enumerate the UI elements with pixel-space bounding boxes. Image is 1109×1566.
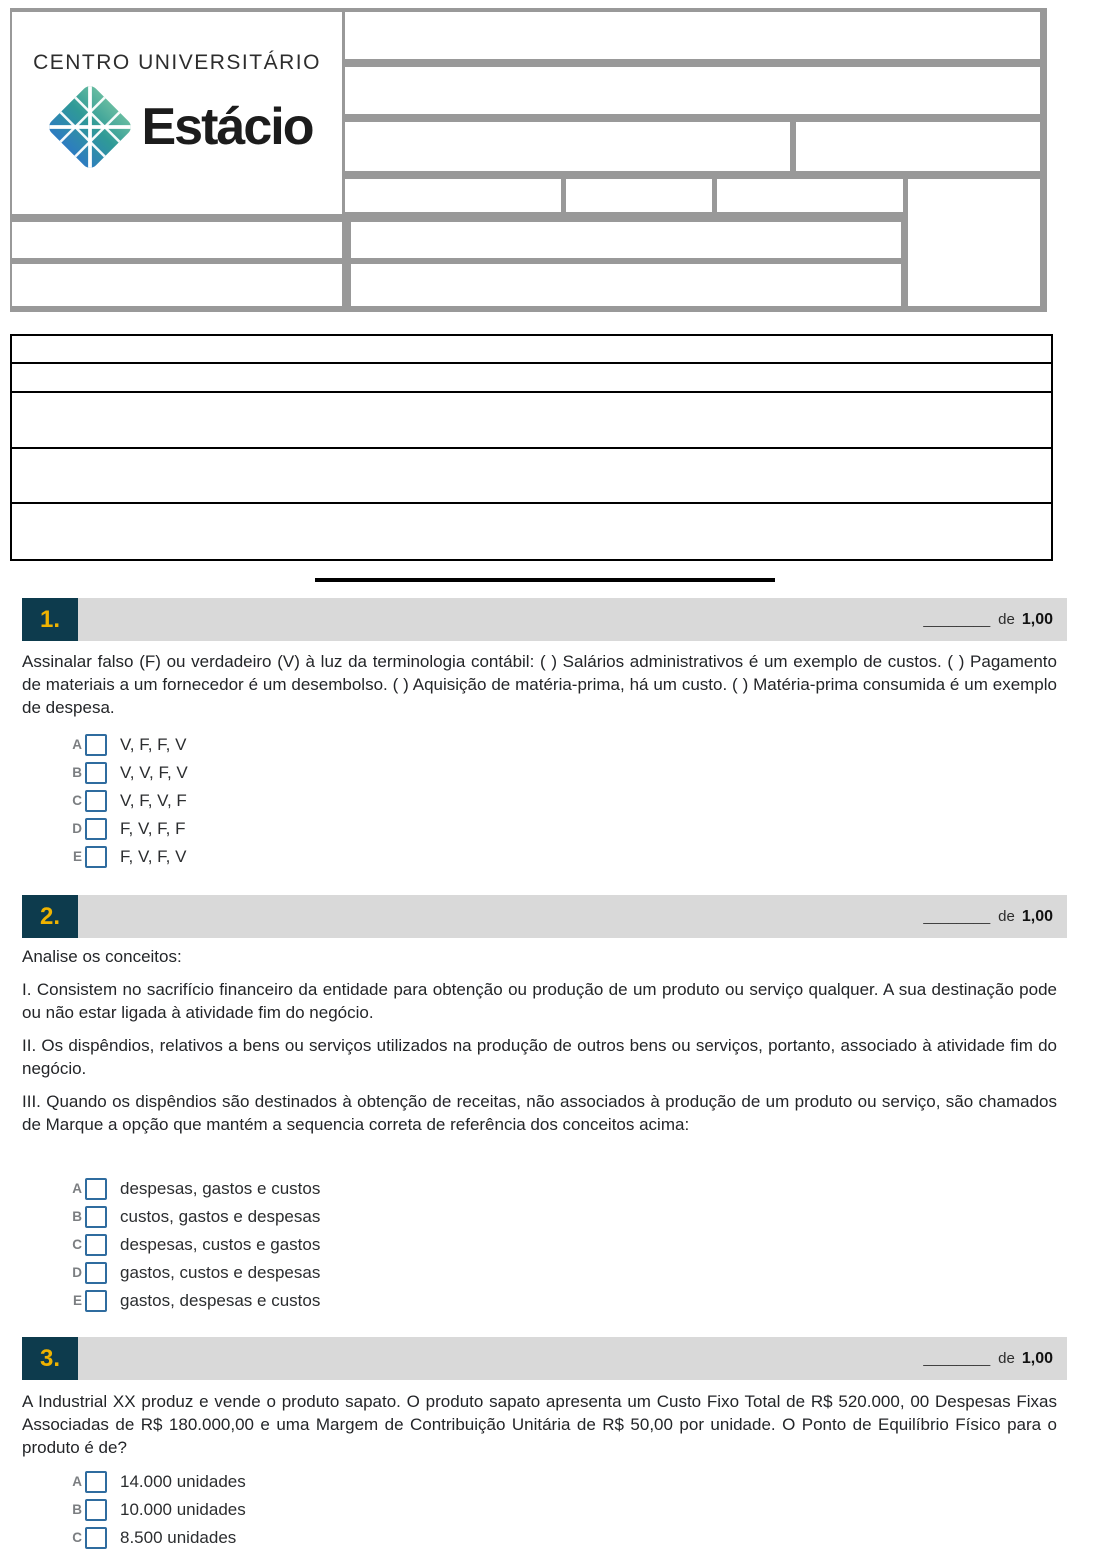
option-row [68, 1234, 1057, 1255]
question-paragraph: Assinalar falso (F) ou verdadeiro (V) à luz da terminologia contábil: ( ) Salários administrativos é um exemplo de custos. ( ) Pagamento de materiais a um fornecedor é um desembolso. ( ) Aquisição de matéria-prima, há um custo. ( ) Matéria-prima consumida é um exemplo de despesa. [22, 652, 1057, 717]
form-field-row6-mid [351, 264, 901, 306]
form-field-tall-right [908, 179, 1040, 306]
option-letter: B [72, 765, 82, 780]
option-letter: D [72, 821, 82, 836]
question-1-text [22, 650, 1057, 729]
option-letter: B [72, 1502, 82, 1517]
estacio-diamond-icon [42, 79, 138, 175]
score-points: 1,00 [1021, 907, 1053, 925]
option-letter: A [72, 737, 82, 752]
question-1-header [22, 598, 1067, 641]
score-of-label: de [998, 1350, 1015, 1367]
option-checkbox[interactable] [85, 846, 107, 868]
score-blank-line: ________ [923, 908, 991, 925]
info-table-row [12, 391, 1051, 447]
info-table-row [12, 362, 1051, 391]
logo-brand-text: Estácio [141, 98, 313, 156]
question-3-number-badge: 3. [22, 1337, 78, 1380]
form-field-row2 [345, 67, 1040, 114]
option-label: V, V, F, V [120, 762, 188, 782]
option-row [68, 734, 1057, 755]
option-checkbox[interactable] [85, 1290, 107, 1312]
option-label: custos, gastos e despesas [120, 1206, 321, 1226]
question-paragraph: III. Quando os dispêndios são destinados à obtenção de receitas, não associados à produção de um produto ou serviço, são chamados de Marque a opção que mantém a sequencia correta de referência dos conceitos acima: [22, 1092, 1057, 1134]
form-field-row4-b [566, 179, 712, 212]
question-2-number-badge: 2. [22, 895, 78, 938]
option-checkbox[interactable] [85, 1471, 107, 1493]
info-table [10, 334, 1053, 561]
info-table-row [12, 447, 1051, 502]
option-letter: C [72, 1237, 82, 1252]
score-blank-line: ________ [923, 1350, 991, 1367]
option-row [68, 846, 1057, 867]
option-checkbox[interactable] [85, 734, 107, 756]
option-label: gastos, custos e despesas [120, 1262, 321, 1282]
option-label: F, V, F, V [120, 846, 187, 866]
question-2-text [22, 945, 1057, 1146]
form-field-row3-right [796, 122, 1040, 171]
logo-box [12, 12, 342, 214]
question-paragraph: I. Consistem no sacrifício financeiro da entidade para obtenção ou produção de um produto ou serviço qualquer. A sua destinação pode ou não estar ligada à atividade fim do negócio. [22, 980, 1057, 1022]
exam-header-form [10, 8, 1047, 312]
form-field-row5-mid [351, 222, 901, 258]
option-row [68, 1206, 1057, 1227]
option-row [68, 1290, 1057, 1311]
question-paragraph: A Industrial XX produz e vende o produto sapato. O produto sapato apresenta um Custo Fixo Total de R$ 520.000, 00 Despesas Fixas Associadas de R$ 180.000,00 e uma Margem de Contribuição Unitária de R$ 50,00 por unidade. O Ponto de Equilíbrio Físico para o produto é de? [22, 1392, 1057, 1457]
option-checkbox[interactable] [85, 818, 107, 840]
info-table-row [12, 502, 1051, 559]
score-of-label: de [998, 908, 1015, 925]
option-label: V, F, F, V [120, 734, 187, 754]
option-label: 8.500 unidades [120, 1527, 237, 1547]
option-label: V, F, V, F [120, 790, 187, 810]
option-checkbox[interactable] [85, 1234, 107, 1256]
option-label: gastos, despesas e custos [120, 1290, 321, 1310]
question-2-options [22, 1178, 1057, 1318]
score-blank-line: ________ [923, 611, 991, 628]
form-field-row1 [345, 12, 1040, 59]
option-letter: C [72, 793, 82, 808]
option-label: F, V, F, F [120, 818, 186, 838]
form-field-row6-left [12, 264, 342, 306]
question-paragraph: II. Os dispêndios, relativos a bens ou serviços utilizados na produção de outros bens ou serviços, portanto, associado à atividade fim do negócio. [22, 1036, 1057, 1078]
option-letter: B [72, 1209, 82, 1224]
option-row [68, 1178, 1057, 1199]
question-3-header [22, 1337, 1067, 1380]
option-letter: D [72, 1265, 82, 1280]
option-label: despesas, custos e gastos [120, 1234, 321, 1254]
option-checkbox[interactable] [85, 1527, 107, 1549]
option-row [68, 1262, 1057, 1283]
form-field-row4-c [717, 179, 903, 212]
option-letter: C [72, 1530, 82, 1545]
question-paragraph: Analise os conceitos: [22, 947, 182, 966]
option-checkbox[interactable] [85, 1499, 107, 1521]
info-table-row [12, 336, 1051, 362]
option-row [68, 762, 1057, 783]
question-3-text [22, 1390, 1057, 1469]
option-row [68, 1527, 1057, 1548]
option-checkbox[interactable] [85, 1262, 107, 1284]
score-points: 1,00 [1021, 1349, 1053, 1367]
question-3-score [923, 1337, 1053, 1380]
option-label: 14.000 unidades [120, 1471, 246, 1491]
option-row [68, 790, 1057, 811]
divider-line [315, 578, 775, 582]
question-1-score [923, 598, 1053, 641]
logo-institution-text: CENTRO UNIVERSITÁRIO [33, 51, 321, 74]
form-field-row3-left [345, 122, 790, 171]
option-checkbox[interactable] [85, 1206, 107, 1228]
option-checkbox[interactable] [85, 1178, 107, 1200]
score-of-label: de [998, 611, 1015, 628]
form-field-row5-left [12, 222, 342, 258]
question-3-options [22, 1471, 1057, 1555]
option-checkbox[interactable] [85, 762, 107, 784]
option-row [68, 1499, 1057, 1520]
option-letter: E [72, 849, 82, 864]
option-label: despesas, gastos e custos [120, 1178, 321, 1198]
option-letter: A [72, 1181, 82, 1196]
option-row [68, 818, 1057, 839]
question-2-score [923, 895, 1053, 938]
question-1-number-badge: 1. [22, 598, 78, 641]
score-points: 1,00 [1021, 610, 1053, 628]
form-field-row4-a [345, 179, 561, 212]
option-letter: A [72, 1474, 82, 1489]
option-letter: E [72, 1293, 82, 1308]
option-row [68, 1471, 1057, 1492]
question-1-options [22, 734, 1057, 874]
option-checkbox[interactable] [85, 790, 107, 812]
question-2-header [22, 895, 1067, 938]
logo-row [42, 79, 313, 175]
option-label: 10.000 unidades [120, 1499, 246, 1519]
